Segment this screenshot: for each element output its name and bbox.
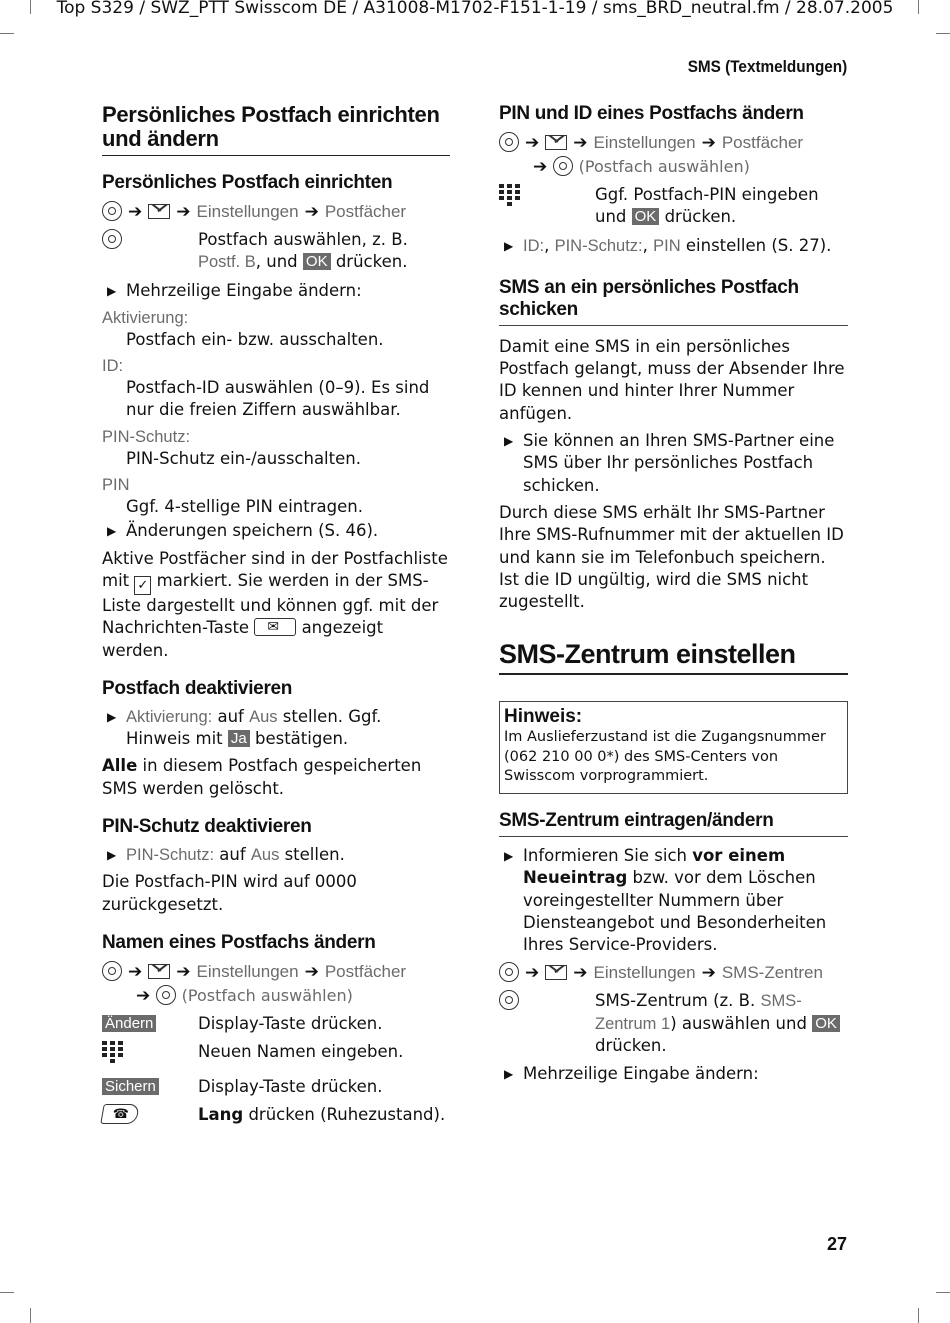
arrow-icon: ➔ [128, 961, 143, 982]
bullet-item [499, 235, 848, 257]
text: auf [214, 845, 251, 865]
emphasis: vor einem Neueintrag [523, 845, 786, 888]
subheading: PIN und ID eines Postfachs ändern [499, 103, 804, 124]
crop-mark [918, 0, 919, 14]
control-key-icon [499, 990, 519, 1010]
instruction-row [102, 1104, 450, 1130]
bullet-text: Änderungen speichern (S. 46). [126, 521, 379, 541]
text: einstellen (S. 27). [680, 235, 832, 255]
display-text: Postf. B [198, 253, 256, 272]
envelope-icon [545, 135, 567, 150]
arrow-icon: ➔ [701, 963, 716, 984]
display-key: Ändern [102, 1015, 156, 1032]
display-key: Sichern [102, 1078, 159, 1095]
text: bestätigen. [249, 729, 349, 749]
text: drücken (Ruhezustand). [243, 1104, 446, 1124]
arrow-icon: ➔ [525, 133, 540, 153]
section-title: Persönliches Postfach einrichten und ändern [102, 103, 450, 156]
field-description: PIN-Schutz ein-/ausschalten. [126, 448, 361, 468]
running-title: SMS (Textmeldungen) [687, 57, 847, 76]
bullet-triangle-icon: ▶ [504, 848, 514, 863]
display-text: SMS-Zentrum 1 [595, 992, 802, 1033]
keypad-icon [102, 1041, 124, 1063]
right-column [499, 103, 848, 1091]
document-header: Top S329 / SWZ_PTT Swisscom DE / A31008-M1702-F151-1-19 / sms_BRD_neutral.fm / 28.07.2005 [56, 0, 894, 18]
text: , und [255, 252, 303, 272]
instruction-row [499, 184, 848, 229]
paragraph [102, 755, 450, 800]
text: bzw. vor dem Löschen voreingestellter Nummern über Diensteangebot und Besonderheiten Ihres Service-Providers. [523, 868, 827, 955]
display-text: Aktivierung: [126, 707, 213, 726]
envelope-icon [148, 204, 170, 219]
menu-item: Postfächer [324, 202, 407, 221]
note-title: Hinweis: [504, 706, 583, 728]
arrow-icon: ➔ [136, 985, 151, 1006]
subheading: Persönliches Postfach einrichten [102, 172, 393, 193]
subheading: Namen eines Postfachs ändern [102, 931, 376, 953]
crop-mark [30, 0, 31, 14]
keypad-icon [499, 184, 521, 206]
note-box [499, 701, 848, 794]
paragraph: Die Postfach-PIN wird auf 0000 zurückgesetzt. [102, 872, 357, 914]
field-label: PIN-Schutz: [102, 427, 191, 446]
control-key-icon [156, 985, 176, 1005]
instruction-text: Display-Taste drücken. [198, 1076, 383, 1096]
instruction-text: Neuen Namen eingeben. [198, 1042, 404, 1062]
display-text: PIN-Schutz: [126, 846, 215, 865]
control-key-icon [499, 132, 519, 152]
text: stellen. [279, 845, 345, 865]
crop-mark [30, 1308, 31, 1323]
display-text: Aus [249, 707, 278, 726]
text: Ggf. Postfach-PIN eingeben und [595, 185, 819, 227]
menu-item: Postfächer [324, 961, 407, 981]
bullet-triangle-icon: ▶ [504, 1067, 514, 1082]
paragraph: Durch diese SMS erhält Ihr SMS-Partner Ihre SMS-Rufnummer mit der aktuellen ID und kann sie im Telefonbuch speichern. Ist die ID ungültig, wird die SMS nicht zugestellt. [499, 502, 844, 612]
bullet-text: Mehrzeilige Eingabe ändern: [126, 280, 362, 300]
control-key-icon [553, 156, 573, 176]
menu-path [102, 960, 450, 1008]
text: Informieren Sie sich [523, 845, 693, 865]
bullet-triangle-icon: ▶ [504, 434, 514, 449]
text: Aktive Postfächer sind in der Postfachliste mit [102, 548, 448, 590]
arrow-icon: ➔ [525, 963, 540, 984]
text: drücken. [595, 1036, 667, 1056]
text: ) auswählen und [670, 1013, 813, 1033]
bullet-item [102, 520, 450, 542]
display-text: ID: [523, 236, 545, 255]
crop-mark [936, 1292, 950, 1293]
end-call-key-icon [100, 1104, 140, 1124]
bullet-item [499, 430, 848, 497]
text: drücken. [330, 252, 408, 272]
arrow-icon: ➔ [176, 202, 191, 222]
text: , [642, 235, 654, 255]
instruction-row [102, 1013, 450, 1035]
menu-item: Einstellungen [593, 963, 696, 983]
field-label: ID: [102, 357, 124, 376]
bullet-item [102, 280, 450, 302]
crop-mark [918, 1308, 919, 1323]
display-key: OK [812, 1015, 840, 1032]
bullet-item [499, 845, 848, 956]
text: SMS-Zentrum (z. B. [595, 991, 761, 1011]
envelope-icon [148, 964, 170, 979]
field-description: Ggf. 4-stellige PIN eintragen. [126, 497, 363, 517]
instruction-row [102, 1076, 450, 1098]
menu-hint: (Postfach auswählen) [181, 985, 353, 1005]
bullet-item [499, 1063, 848, 1085]
text: auf [212, 706, 250, 726]
text: in diesem Postfach gespeicherten SMS werden gelöscht. [102, 756, 422, 798]
menu-hint: (Postfach auswählen) [578, 157, 750, 176]
text: markiert. Sie werden in der SMS-Liste dargestellt und können ggf. mit der Nachrichten-Taste [102, 570, 439, 638]
menu-item: SMS-Zentren [721, 963, 823, 983]
bullet-triangle-icon: ▶ [107, 283, 117, 298]
display-text: PIN [653, 236, 681, 255]
bullet-triangle-icon: ▶ [504, 238, 514, 253]
field-label: PIN [102, 476, 130, 495]
emphasis: Alle [102, 756, 138, 776]
control-key-icon [102, 961, 122, 981]
bullet-triangle-icon: ▶ [107, 524, 117, 539]
menu-item: Einstellungen [593, 133, 696, 152]
menu-path [102, 200, 450, 224]
display-text: PIN-Schutz: [554, 236, 643, 255]
note-text: Im Auslieferzustand ist die Zugangsnummer (062 210 00 0*) des SMS-Centers von Swisscom vorprogrammiert. [504, 729, 826, 785]
field-description: Postfach ein- bzw. ausschalten. [126, 329, 384, 349]
checkmark-icon: ✓ [134, 576, 151, 595]
control-key-icon [102, 229, 122, 249]
display-key: Ja [228, 730, 250, 747]
crop-mark [0, 1292, 14, 1293]
paragraph [102, 548, 450, 662]
instruction-row [499, 990, 848, 1057]
menu-path [499, 131, 848, 179]
text: stellen. Ggf. Hinweis mit [126, 706, 382, 749]
bullet-item [102, 844, 450, 866]
instruction-row [102, 1041, 450, 1069]
emphasis: Lang [198, 1104, 244, 1124]
arrow-icon: ➔ [176, 961, 191, 982]
arrow-icon: ➔ [128, 202, 143, 222]
arrow-icon: ➔ [701, 133, 716, 153]
bullet-text: Sie können an Ihren SMS-Partner eine SMS über Ihr persönliches Postfach schicken. [523, 431, 835, 495]
paragraph: Damit eine SMS in ein persönliches Postfach gelangt, muss der Absender Ihre ID kennen und hinter Ihrer Nummer anfügen. [499, 336, 845, 423]
text: Postfach auswählen, z. B. [198, 230, 408, 249]
display-key: OK [303, 253, 331, 270]
control-key-icon [499, 962, 519, 982]
arrow-icon: ➔ [573, 963, 588, 984]
instruction-row [102, 229, 450, 274]
arrow-icon: ➔ [304, 202, 319, 222]
field-label: Aktivierung: [102, 308, 189, 327]
instruction-text: Display-Taste drücken. [198, 1013, 383, 1033]
control-key-icon [102, 201, 122, 221]
bullet-item [102, 706, 450, 751]
subheading: PIN-Schutz deaktivieren [102, 816, 312, 838]
bullet-triangle-icon: ▶ [107, 709, 117, 724]
menu-path [499, 961, 848, 985]
text: drücken. [659, 207, 737, 227]
message-key-icon [254, 618, 296, 636]
arrow-icon: ➔ [533, 157, 548, 177]
arrow-icon: ➔ [573, 133, 588, 153]
arrow-icon: ➔ [304, 961, 319, 982]
bullet-triangle-icon: ▶ [107, 848, 117, 863]
menu-item: Einstellungen [196, 202, 299, 221]
subheading: Postfach deaktivieren [102, 677, 293, 699]
crop-mark [936, 33, 950, 34]
envelope-icon [545, 965, 567, 980]
display-key: OK [632, 208, 660, 225]
subheading: SMS an ein persönliches Postfach schicken [499, 277, 848, 326]
page-number: 27 [826, 1234, 847, 1254]
menu-item: Einstellungen [196, 961, 299, 981]
field-description: Postfach-ID auswählen (0–9). Es sind nur die freien Ziffern auswählbar. [126, 378, 430, 420]
subheading: SMS-Zentrum eintragen/ändern [499, 810, 848, 837]
display-text: Aus [250, 846, 280, 865]
menu-item: Postfächer [721, 133, 804, 152]
crop-mark [0, 33, 14, 34]
left-column [102, 103, 450, 1136]
section-title: SMS-Zentrum einstellen [499, 639, 848, 675]
text: angezeigt werden. [102, 618, 384, 660]
bullet-text: Mehrzeilige Eingabe ändern: [523, 1064, 759, 1084]
text: , [544, 235, 555, 255]
